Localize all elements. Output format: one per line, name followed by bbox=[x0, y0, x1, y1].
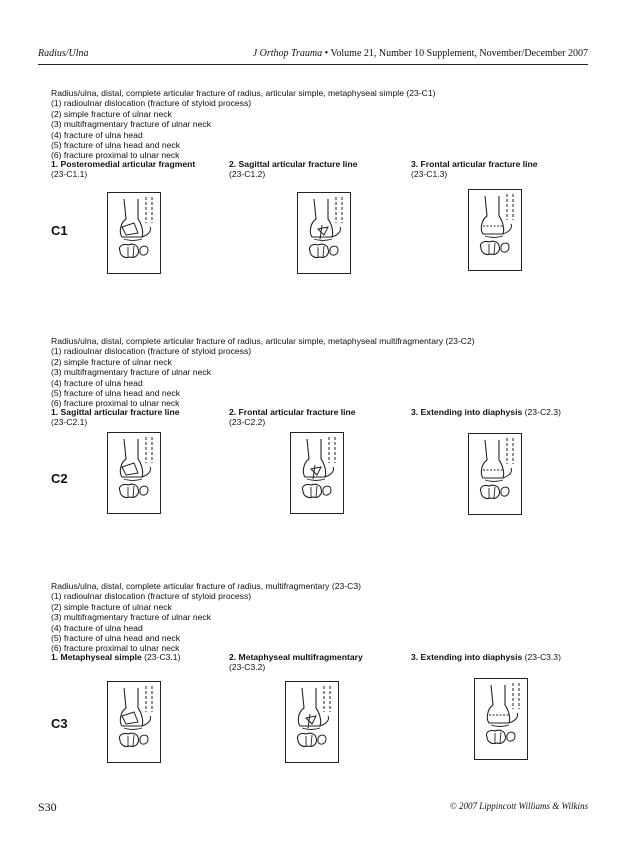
section-title: Radius/ulna, distal, complete articular fracture of radius, multifragmentary (23-C3) bbox=[51, 581, 361, 591]
modifier-item: (6) fracture proximal to ulnar neck bbox=[51, 150, 180, 161]
running-header-journal bbox=[253, 48, 588, 59]
fracture-illustration bbox=[107, 681, 161, 763]
subtype-heading bbox=[51, 652, 221, 662]
group-label: C1 bbox=[51, 223, 68, 238]
fracture-illustration bbox=[107, 192, 161, 274]
section-title: Radius/ulna, distal, complete articular fracture of radius, articular simple, metaphyseal multifragmentary (23-C2) bbox=[51, 336, 475, 346]
copyright: © 2007 Lippincott Williams & Wilkins bbox=[449, 801, 588, 811]
subtype-heading bbox=[51, 159, 221, 180]
modifier-item: (6) fracture proximal to ulnar neck bbox=[51, 398, 180, 409]
fracture-illustration bbox=[297, 192, 351, 274]
section-description bbox=[51, 336, 591, 409]
page-number: S30 bbox=[38, 800, 57, 814]
modifier-item: (4) fracture of ulna head bbox=[51, 377, 143, 388]
fracture-illustration bbox=[468, 433, 522, 515]
subtype-code: (23-C2.2) bbox=[229, 417, 266, 428]
section-title: Radius/ulna, distal, complete articular fracture of radius, articular simple, metaphyseal simple (23-C1) bbox=[51, 88, 436, 98]
running-header-section: Radius/Ulna bbox=[38, 48, 89, 59]
subtype-heading bbox=[51, 407, 221, 428]
fracture-illustration bbox=[290, 432, 344, 514]
subtype-name: 3. Frontal articular fracture line bbox=[411, 159, 538, 169]
modifier-item: (1) radioulnar dislocation (fracture of styloid process) bbox=[51, 98, 252, 109]
subtype-name: 3. Extending into diaphysis bbox=[411, 407, 523, 417]
modifier-item: (3) multifragmentary fracture of ulnar neck bbox=[51, 367, 211, 378]
fracture-illustration bbox=[474, 678, 528, 760]
modifier-item: (4) fracture of ulna head bbox=[51, 129, 143, 140]
modifier-item: (1) radioulnar dislocation (fracture of styloid process) bbox=[51, 591, 252, 602]
subtype-heading bbox=[411, 159, 581, 180]
subtype-code: (23-C3.2) bbox=[229, 662, 266, 673]
modifier-item: (3) multifragmentary fracture of ulnar neck bbox=[51, 612, 211, 623]
subtype-heading bbox=[229, 652, 399, 673]
subtype-code: (23-C3.1) bbox=[144, 652, 181, 662]
modifier-item: (4) fracture of ulna head bbox=[51, 622, 143, 633]
group-label: C2 bbox=[51, 471, 68, 486]
subtype-name: 2. Metaphyseal multifragmentary bbox=[229, 652, 363, 662]
subtype-name: 1. Metaphyseal simple bbox=[51, 652, 142, 662]
modifier-item: (5) fracture of ulna head and neck bbox=[51, 388, 180, 399]
subtype-heading bbox=[229, 159, 399, 180]
subtype-name: 3. Extending into diaphysis bbox=[411, 652, 523, 662]
subtype-code: (23-C3.3) bbox=[524, 652, 561, 662]
modifier-item: (2) simple fracture of ulnar neck bbox=[51, 601, 172, 612]
subtype-code: (23-C2.3) bbox=[524, 407, 561, 417]
fracture-illustration bbox=[468, 189, 522, 271]
fracture-illustration bbox=[285, 681, 339, 763]
fracture-illustration bbox=[107, 432, 161, 514]
modifier-item: (5) fracture of ulna head and neck bbox=[51, 140, 180, 151]
section-description bbox=[51, 581, 591, 654]
modifier-item: (1) radioulnar dislocation (fracture of styloid process) bbox=[51, 346, 252, 357]
modifier-item: (3) multifragmentary fracture of ulnar neck bbox=[51, 119, 211, 130]
journal-issue: • Volume 21, Number 10 Supplement, November/December 2007 bbox=[322, 48, 588, 59]
subtype-name: 2. Frontal articular fracture line bbox=[229, 407, 356, 417]
header-rule bbox=[38, 64, 588, 65]
subtype-code: (23-C1.3) bbox=[411, 169, 448, 180]
subtype-name: 1. Sagittal articular fracture line bbox=[51, 407, 180, 417]
subtype-code: (23-C1.1) bbox=[51, 169, 88, 180]
section-description bbox=[51, 88, 591, 161]
section-c1 bbox=[51, 88, 591, 318]
group-label: C3 bbox=[51, 716, 68, 731]
modifier-item: (5) fracture of ulna head and neck bbox=[51, 633, 180, 644]
section-c2 bbox=[51, 336, 591, 566]
modifier-item: (2) simple fracture of ulnar neck bbox=[51, 356, 172, 367]
journal-name: J Orthop Trauma bbox=[252, 48, 323, 59]
subtype-heading bbox=[229, 407, 399, 428]
subtype-name: 2. Sagittal articular fracture line bbox=[229, 159, 358, 169]
subtype-heading bbox=[411, 652, 581, 662]
subtype-code: (23-C1.2) bbox=[229, 169, 266, 180]
section-c3 bbox=[51, 581, 591, 811]
subtype-code: (23-C2.1) bbox=[51, 417, 88, 428]
subtype-name: 1. Posteromedial articular fragment bbox=[51, 159, 196, 169]
modifier-item: (2) simple fracture of ulnar neck bbox=[51, 108, 172, 119]
subtype-heading bbox=[411, 407, 581, 417]
modifier-item: (6) fracture proximal to ulnar neck bbox=[51, 643, 180, 654]
